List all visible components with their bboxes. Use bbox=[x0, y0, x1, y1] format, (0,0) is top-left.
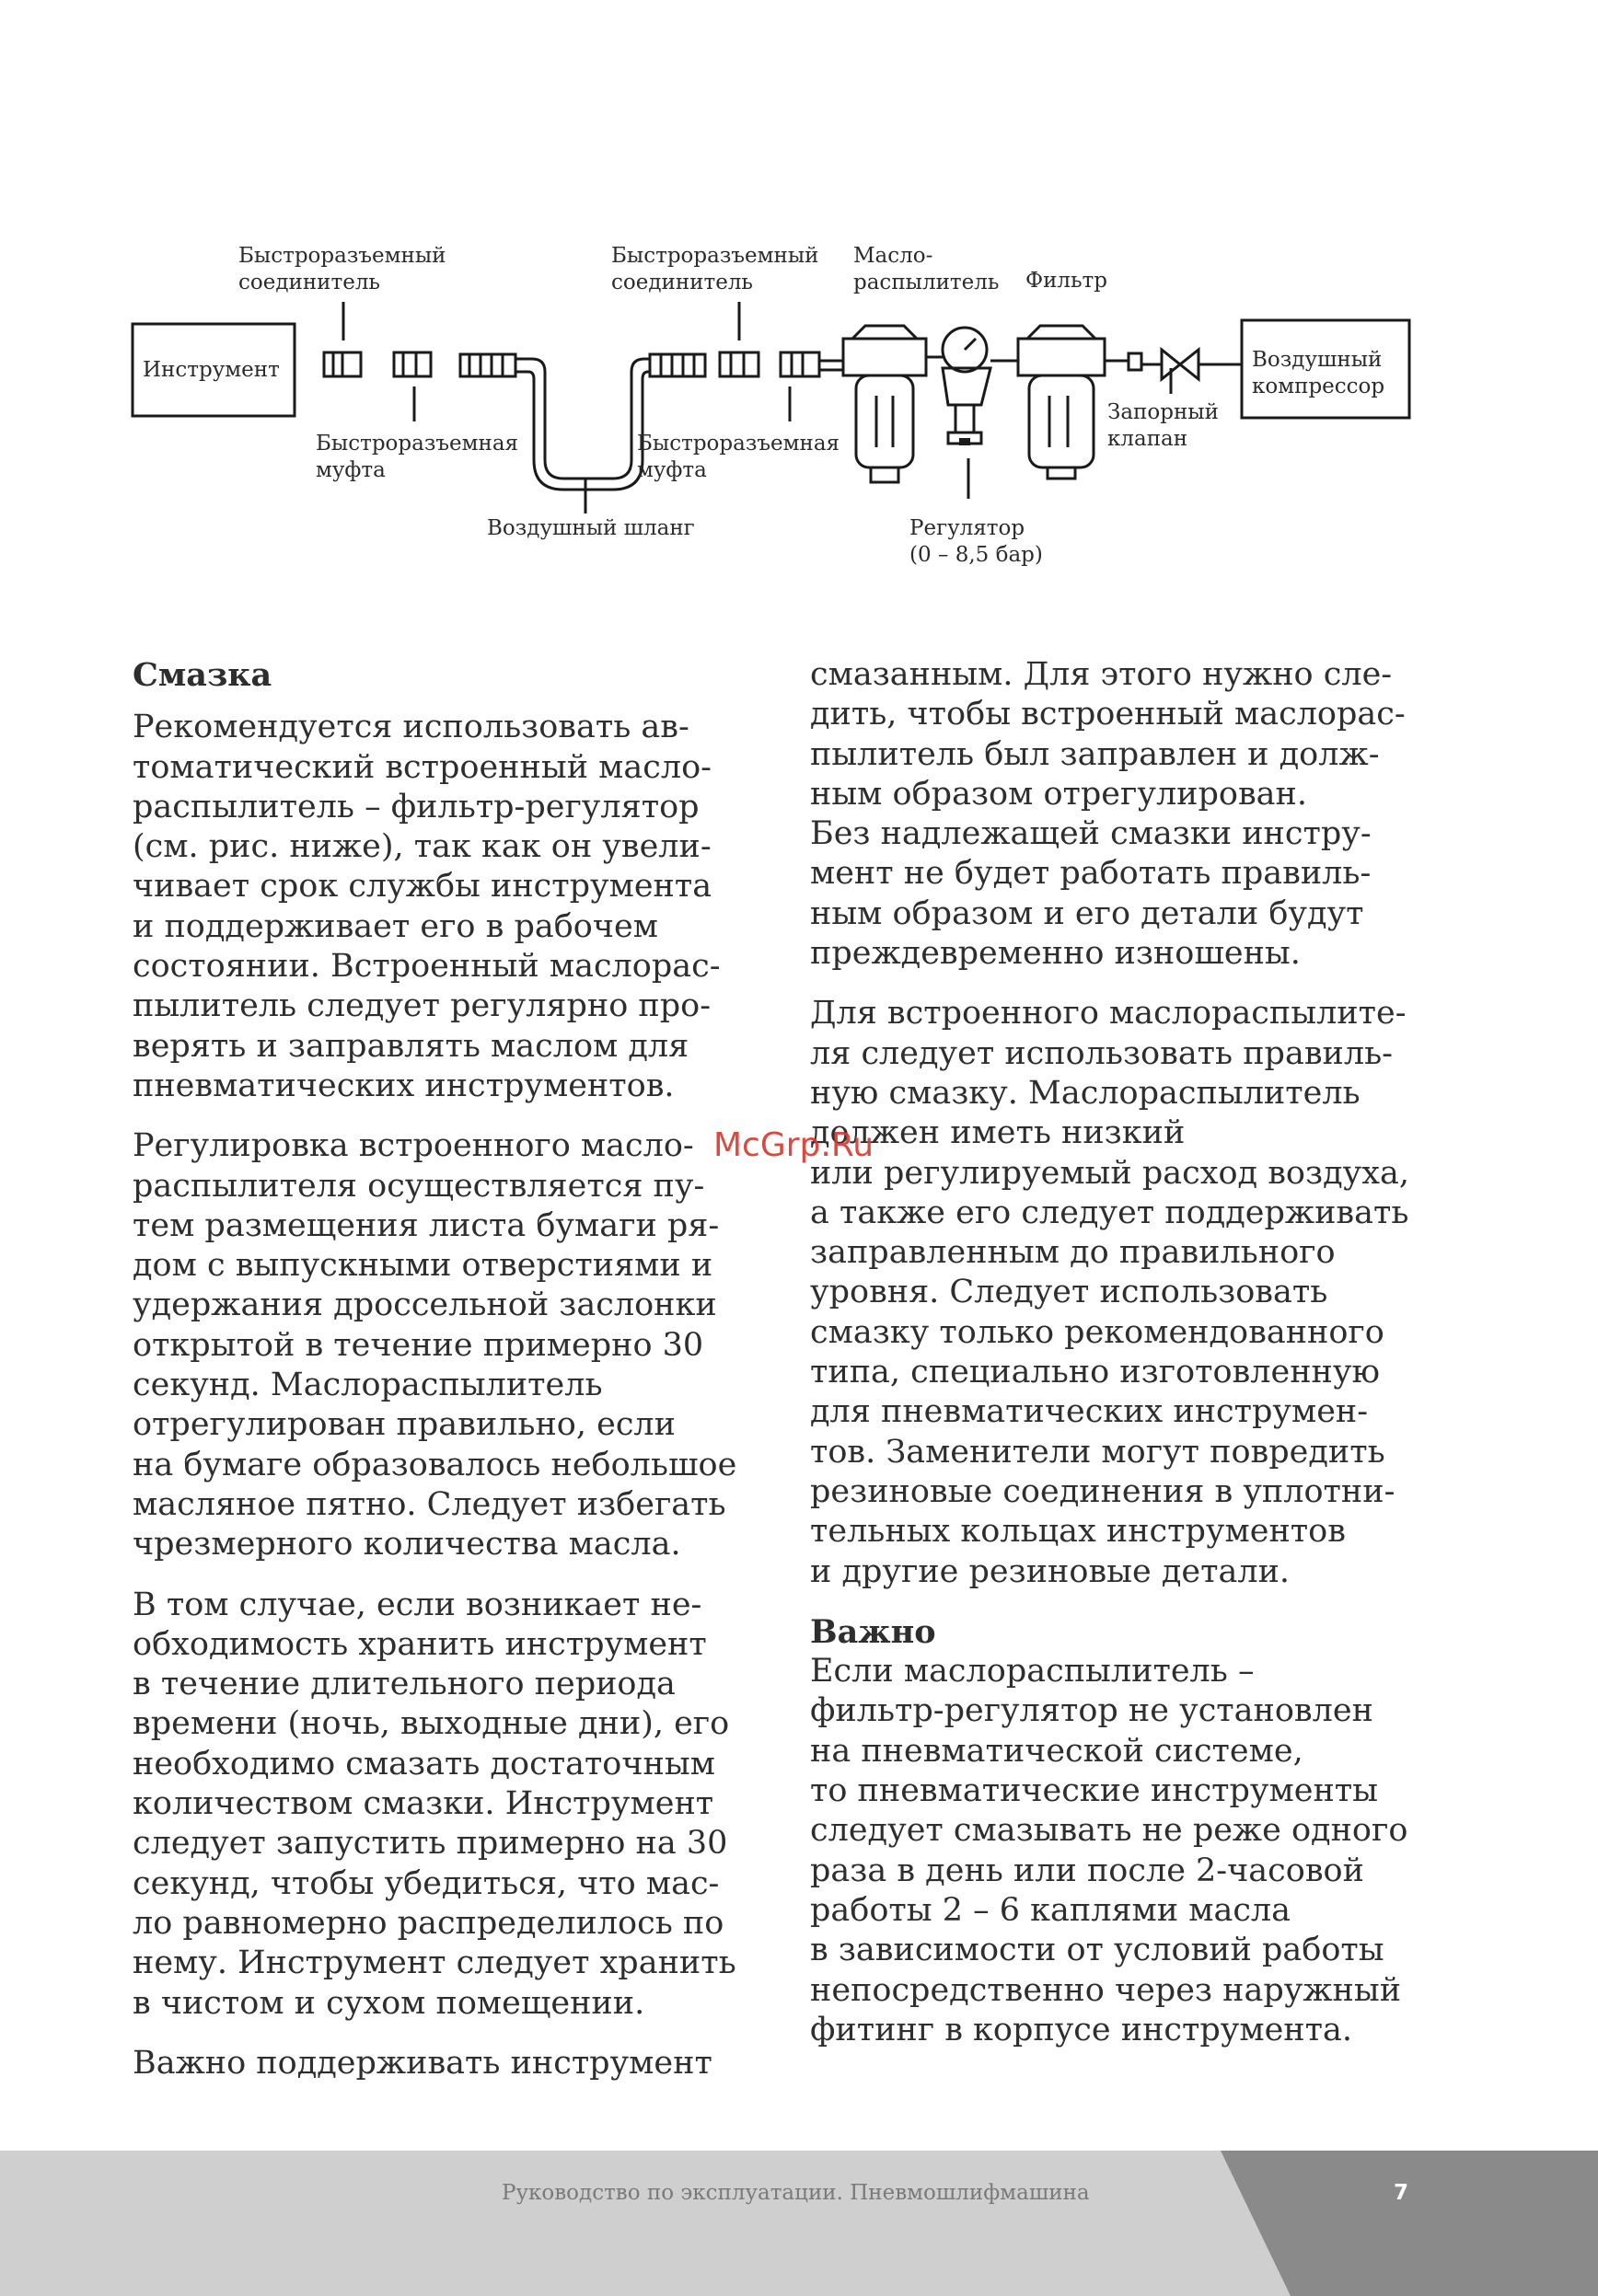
label-hose: Воздушный шланг bbox=[487, 516, 695, 540]
paragraph-6: Для встроенного маслораспылите- ля следует использовать правиль- ную смазку. Маслораспылитель должен иметь низкий или регулируемый расход воздуха, а также его следует поддерживать заправленным до правильного уровня. Следует использовать смазку только рекомендованного типа, специально изготовленную для пневматических инструмен- тов. Заменители могут повредить резиновые соединения в уплотни- тельных кольцах инструментов и другие резиновые детали. bbox=[810, 995, 1409, 1590]
filter-bowl bbox=[1029, 375, 1094, 467]
hose-fitting-right bbox=[650, 354, 705, 376]
watermark: McGrp.Ru bbox=[713, 1126, 874, 1164]
paragraph-7: Если маслораспылитель – фильтр-регулятор не установлен на пневматической системе, то пневматические инструменты следует смазывать не реже одного раза в день или после 2-часовой работы 2 – 6 каплями масла в зависимости от условий работы непосредственно через наружный фитинг в корпусе инструмента. bbox=[810, 1653, 1408, 2048]
paragraph-3: В том случае, если возникает не- обходимость хранить инструмент в течение длительного периода времени (ночь, выходные дни), его необходимо смазать достаточным количеством смазки. Инструмент следует запустить примерно на 30 секунд, чтобы убедиться, что мас- ло равномерно распределилось по нему. Инструмент следует хранить в чистом и сухом помещении. bbox=[133, 1586, 736, 2022]
page-number: 7 bbox=[1394, 2181, 1409, 2205]
coupler-left-b bbox=[394, 352, 431, 376]
diagram-drawing bbox=[0, 0, 1598, 607]
left-column bbox=[133, 655, 747, 2104]
label-sleeve-mid: Быстроразъемная муфта bbox=[637, 432, 840, 482]
filter-head bbox=[1018, 339, 1105, 375]
coupler-mid-b bbox=[781, 352, 819, 376]
oiler-bowl bbox=[856, 375, 913, 467]
label-oiler: Масло- распылитель bbox=[853, 244, 1000, 294]
shutoff-valve bbox=[1162, 350, 1198, 379]
footer-title: Руководство по эксплуатации. Пневмошлифмашина bbox=[502, 2181, 1090, 2205]
label-instrument: Инструмент bbox=[143, 358, 280, 382]
label-sleeve-left: Быстроразъемная муфта bbox=[316, 432, 519, 482]
label-filter: Фильтр bbox=[1025, 269, 1108, 293]
section-heading-lubrication: Смазка bbox=[133, 656, 272, 694]
coupler-mid-a bbox=[720, 352, 758, 376]
pneumatic-system-diagram bbox=[0, 0, 1598, 607]
label-valve: Запорный клапан bbox=[1107, 400, 1219, 451]
paragraph-5: смазанным. Для этого нужно сле- дить, чтобы встроенный маслорас- пылитель был заправлен и долж- ным образом отрегулирован. Без надлежащей смазки инстру- мент не будет работать правиль- ным образом и его детали будут преждевременно изношены. bbox=[810, 656, 1406, 973]
label-compressor: Воздушный компрессор bbox=[1252, 348, 1385, 398]
paragraph-4: Важно поддерживать инструмент bbox=[133, 2044, 712, 2082]
footer-background bbox=[0, 2151, 1598, 2296]
paragraph-1: Рекомендуется использовать ав- томатический встроенный масло- распылитель – фильтр-регулятор (см. рис. ниже), так как он увели- чивает срок службы инструмента и поддерживает его в рабочем состоянии. Встроенный маслорас- пылитель следует регулярно про- верять и заправлять маслом для пневматических инструментов. bbox=[133, 709, 721, 1104]
air-hose bbox=[515, 359, 650, 479]
label-regulator: Регулятор (0 – 8,5 бар) bbox=[909, 516, 1043, 567]
regulator-body bbox=[943, 368, 990, 405]
page-footer bbox=[0, 2151, 1598, 2296]
right-column bbox=[810, 655, 1454, 2071]
paragraph-2: Регулировка встроенного масло- распылителя осуществляется пу- тем размещения листа бумаги ря- дом с выпускными отверстиями и удержания дроссельной заслонки открытой в течение примерно 30 секунд. Маслораспылитель отрегулирован правильно, если на бумаге образовалось небольшое масляное пятно. Следует избегать чрезмерного количества масла. bbox=[133, 1127, 737, 1563]
oiler-head bbox=[843, 339, 926, 375]
section-heading-important: Важно bbox=[810, 1612, 936, 1651]
label-coupler-top-mid: Быстроразъемный соединитель bbox=[611, 244, 819, 294]
label-coupler-top-left: Быстроразъемный соединитель bbox=[238, 244, 446, 294]
